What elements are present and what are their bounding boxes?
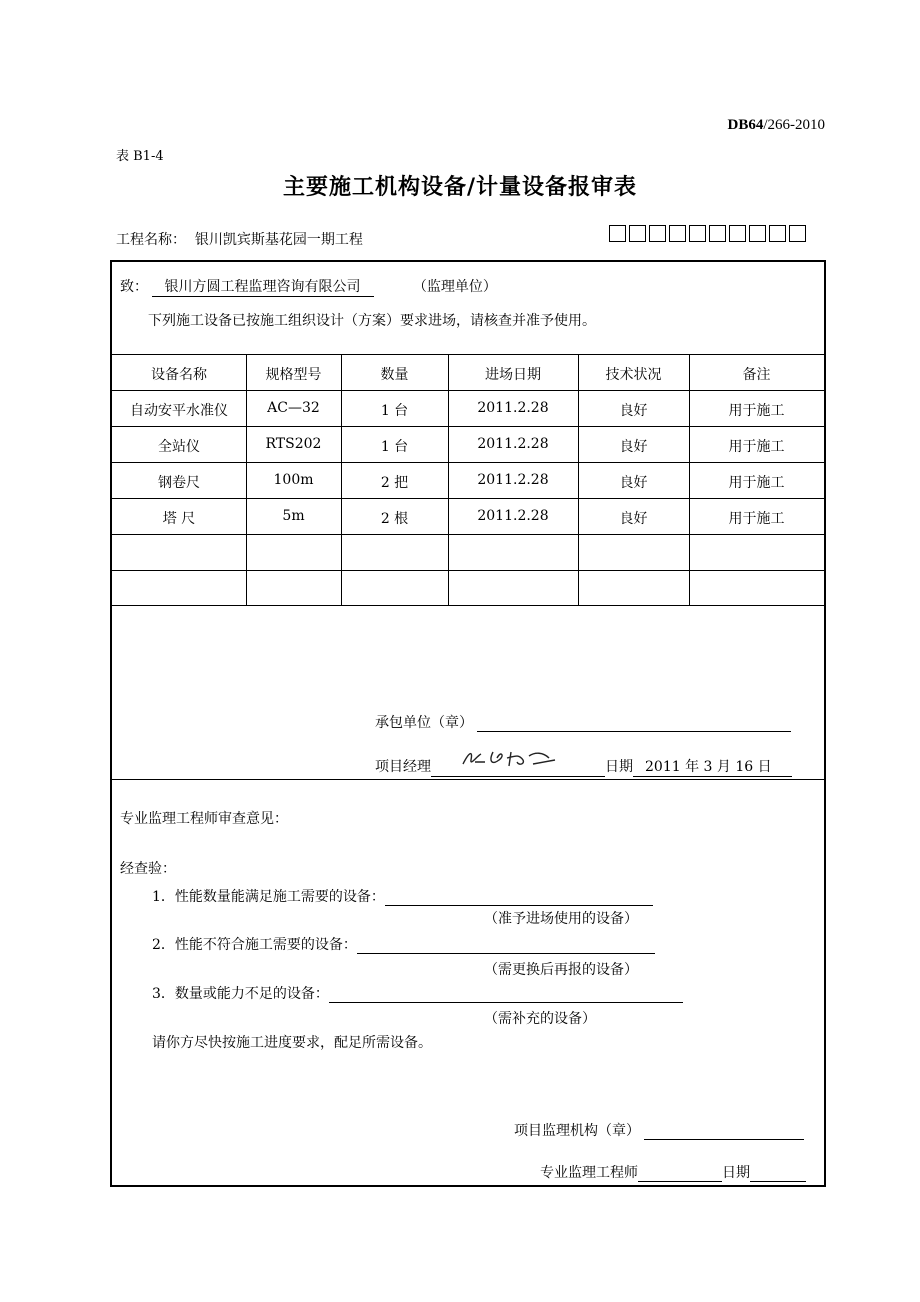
handwritten-signature: [459, 746, 579, 772]
review-item-2: [152, 934, 655, 954]
code-box[interactable]: [769, 225, 786, 242]
manager-date-value[interactable]: 2011 年 3 月 16 日: [633, 756, 792, 777]
supervision-org-label: 项目监理机构（章）: [514, 1123, 640, 1139]
code-box[interactable]: [629, 225, 646, 242]
engineer-line: [540, 1162, 806, 1182]
review-item-1: [152, 886, 653, 906]
review-item-field[interactable]: [357, 937, 655, 954]
manager-label: 项目经理: [375, 759, 431, 775]
engineer-date-field[interactable]: [750, 1165, 806, 1182]
review-request: 请你方尽快按施工进度要求，配足所需设备。: [152, 1035, 432, 1051]
code-box[interactable]: [729, 225, 746, 242]
cell-entry-date[interactable]: 2011.2.28: [477, 508, 549, 524]
header-spec-model: 规格型号: [265, 367, 322, 383]
supervision-org-field[interactable]: [644, 1123, 804, 1140]
message: 下列施工设备已按施工组织设计（方案）要求进场，请核查并准予使用。: [148, 313, 596, 329]
address-line: [120, 276, 497, 297]
review-item-field[interactable]: [329, 986, 683, 1003]
cell-equipment-name[interactable]: 塔 尺: [162, 511, 196, 527]
cell-remark[interactable]: 用于施工: [728, 475, 785, 491]
to-label: 致：: [120, 279, 148, 295]
header-entry-date: 进场日期: [485, 367, 541, 383]
engineer-label: 专业监理工程师: [540, 1165, 638, 1181]
engineer-date-label: 日期: [722, 1165, 750, 1181]
cell-equipment-name[interactable]: 钢卷尺: [158, 475, 200, 491]
to-role: （监理单位）: [412, 279, 497, 295]
review-item-note: （需补充的设备）: [484, 1011, 596, 1027]
cell-spec-model[interactable]: 100m: [273, 472, 314, 488]
cell-entry-date[interactable]: 2011.2.28: [477, 400, 549, 416]
cell-remark[interactable]: 用于施工: [728, 439, 785, 455]
project-label: 工程名称：: [116, 232, 186, 248]
header-quantity: 数量: [380, 367, 409, 383]
code-box[interactable]: [789, 225, 806, 242]
supervision-org-line: [514, 1120, 804, 1140]
engineer-field[interactable]: [638, 1165, 722, 1182]
code-boxes: [609, 225, 806, 242]
code-box[interactable]: [649, 225, 666, 242]
cell-entry-date[interactable]: 2011.2.28: [477, 472, 549, 488]
contractor-unit-field[interactable]: [477, 715, 791, 732]
manager-date-label: 日期: [605, 759, 633, 775]
cell-spec-model[interactable]: 5m: [282, 508, 305, 524]
cell-quantity[interactable]: 1 台: [380, 439, 409, 455]
cell-tech-status[interactable]: 良好: [619, 403, 648, 419]
cell-quantity[interactable]: 2 根: [380, 511, 409, 527]
cell-tech-status[interactable]: 良好: [619, 475, 648, 491]
opinion-label: 专业监理工程师审查意见：: [120, 811, 288, 827]
review-item-text: 3．数量或能力不足的设备：: [152, 986, 329, 1002]
code-box[interactable]: [709, 225, 726, 242]
contractor-unit-line: [375, 712, 791, 732]
cell-tech-status[interactable]: 良好: [619, 439, 648, 455]
to-name[interactable]: 银川方圆工程监理咨询有限公司: [152, 276, 374, 297]
cell-equipment-name[interactable]: 自动安平水准仪: [130, 403, 228, 419]
cell-quantity[interactable]: 2 把: [380, 475, 409, 491]
standard-code: DB64/266-2010: [727, 117, 825, 133]
header-tech-status: 技术状况: [605, 367, 662, 383]
review-item-text: 1．性能数量能满足施工需要的设备：: [152, 889, 385, 905]
review-item-text: 2．性能不符合施工需要的设备：: [152, 937, 357, 953]
review-item-field[interactable]: [385, 889, 653, 906]
manager-signature[interactable]: [431, 756, 605, 777]
contractor-unit-label: 承包单位（章）: [375, 715, 473, 731]
header-remark: 备注: [742, 367, 771, 383]
project-name-line: [116, 229, 363, 249]
cell-tech-status[interactable]: 良好: [619, 511, 648, 527]
form-number: 表 B1-4: [116, 149, 164, 164]
cell-remark[interactable]: 用于施工: [728, 403, 785, 419]
checked-label: 经查验：: [120, 861, 176, 877]
project-name: 银川凯宾斯基花园一期工程: [194, 232, 363, 248]
review-item-note: （准予进场使用的设备）: [484, 911, 638, 927]
code-box[interactable]: [749, 225, 766, 242]
manager-line: [375, 756, 792, 777]
code-box[interactable]: [669, 225, 686, 242]
code-box[interactable]: [609, 225, 626, 242]
page-title: 主要施工机构设备/计量设备报审表: [282, 175, 638, 200]
cell-equipment-name[interactable]: 全站仪: [158, 439, 200, 455]
cell-entry-date[interactable]: 2011.2.28: [477, 436, 549, 452]
form-frame: [110, 260, 826, 1187]
header-equipment-name: 设备名称: [151, 367, 207, 383]
review-item-3: [152, 983, 683, 1003]
code-box[interactable]: [689, 225, 706, 242]
cell-remark[interactable]: 用于施工: [728, 511, 785, 527]
cell-spec-model[interactable]: AC—32: [267, 400, 320, 416]
cell-quantity[interactable]: 1 台: [380, 403, 409, 419]
cell-spec-model[interactable]: RTS202: [265, 436, 322, 452]
review-item-note: （需更换后再报的设备）: [484, 962, 638, 978]
